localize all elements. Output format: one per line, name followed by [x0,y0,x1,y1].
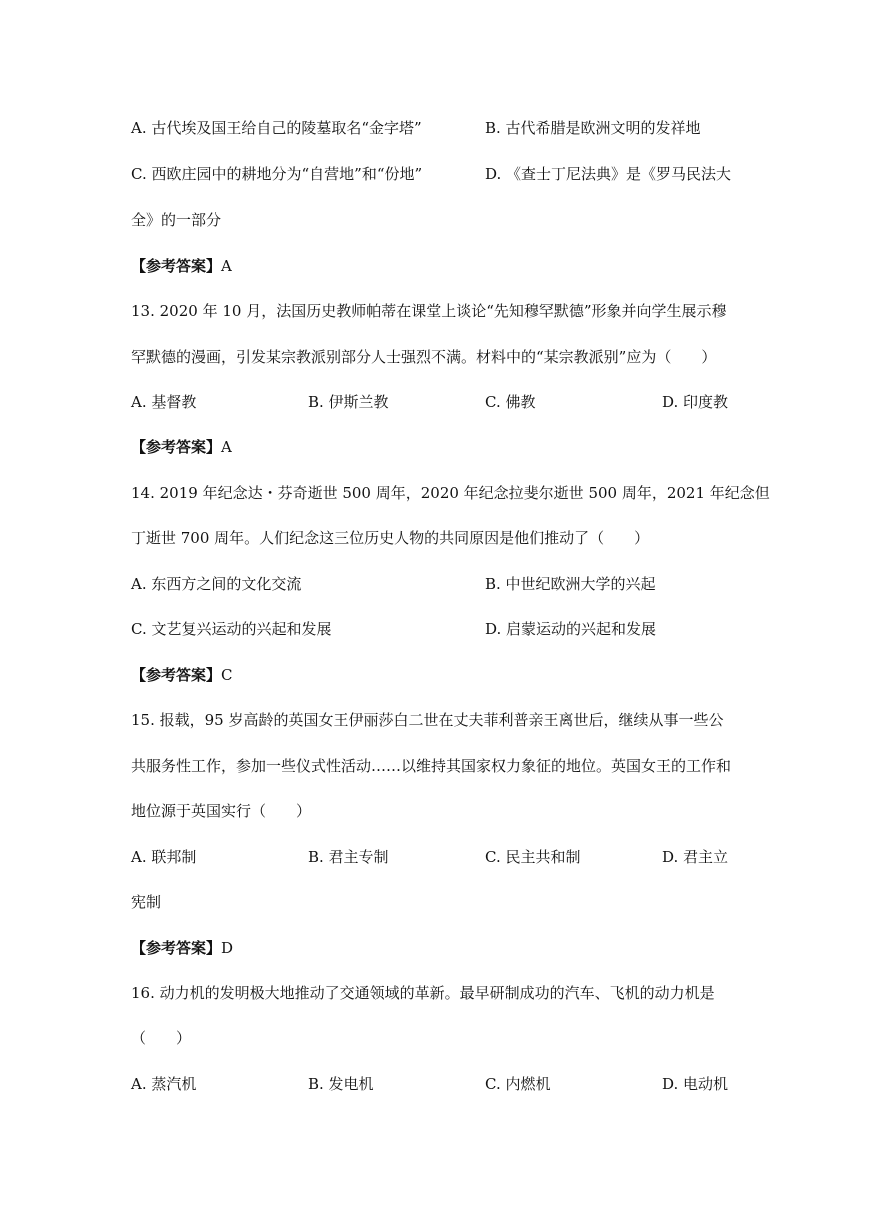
q13-answer [131,437,232,457]
q16-option-a: A. 蒸汽机 [131,1075,197,1093]
answer-label: 【参考答案】 [131,939,222,957]
q15-stem-line-3: 地位源于英国实行（ ） [131,802,312,820]
q14-option-d: D. 启蒙运动的兴起和发展 [485,620,657,638]
q14-answer [131,665,233,685]
q16-option-b: B. 发电机 [308,1075,374,1093]
q15-option-a: A. 联邦制 [131,848,197,866]
answer-value: D [221,939,234,957]
q12-option-c: C. 西欧庄园中的耕地分为“自营地”和“份地” [131,165,423,183]
q15-option-d: D. 君主立 [662,848,729,866]
answer-value: C [221,666,233,684]
q12-option-d-continued: 全》的一部分 [131,211,222,229]
q13-stem-line-2: 罕默德的漫画，引发某宗教派别部分人士强烈不满。材料中的“某宗教派别”应为（ ） [131,348,717,366]
answer-label: 【参考答案】 [131,257,222,275]
q16-stem-line-1: 16. 动力机的发明极大地推动了交通领域的革新。最早研制成功的汽车、飞机的动力机是 [131,984,715,1002]
q16-option-d: D. 电动机 [662,1075,729,1093]
q12-option-b: B. 古代希腊是欧洲文明的发祥地 [485,119,701,137]
q15-answer [131,938,233,958]
q15-option-d-continued: 宪制 [131,893,162,911]
q14-option-a: A. 东西方之间的文化交流 [131,575,302,593]
q14-option-b: B. 中世纪欧洲大学的兴起 [485,575,656,593]
q13-option-c: C. 佛教 [485,393,536,411]
answer-value: A [221,438,232,456]
q15-stem-line-2: 共服务性工作，参加一些仪式性活动……以维持其国家权力象征的地位。英国女王的工作和 [131,757,732,775]
q16-option-c: C. 内燃机 [485,1075,551,1093]
q13-option-d: D. 印度教 [662,393,729,411]
q13-option-b: B. 伊斯兰教 [308,393,389,411]
q12-option-d: D. 《查士丁尼法典》是《罗马民法大 [485,165,732,183]
q15-option-b: B. 君主专制 [308,848,389,866]
q15-stem-line-1: 15. 报载，95 岁高龄的英国女王伊丽莎白二世在丈夫菲利普亲王离世后，继续从事一些公 [131,711,724,729]
q16-stem-line-2: （ ） [131,1029,192,1047]
q15-option-c: C. 民主共和制 [485,848,581,866]
q13-option-a: A. 基督教 [131,393,197,411]
q12-answer [131,256,232,276]
answer-label: 【参考答案】 [131,666,222,684]
answer-value: A [221,257,232,275]
answer-label: 【参考答案】 [131,438,222,456]
q12-option-a: A. 古代埃及国王给自己的陵墓取名“金字塔” [131,119,422,137]
q13-stem-line-1: 13. 2020 年 10 月，法国历史教师帕蒂在课堂上谈论“先知穆罕默德”形象并向学生展示穆 [131,302,727,320]
q14-option-c: C. 文艺复兴运动的兴起和发展 [131,620,332,638]
q14-stem-line-1: 14. 2019 年纪念达・芬奇逝世 500 周年，2020 年纪念拉斐尔逝世 500 周年，2021 年纪念但 [131,484,770,502]
q14-stem-line-2: 丁逝世 700 周年。人们纪念这三位历史人物的共同原因是他们推动了（ ） [131,529,650,547]
